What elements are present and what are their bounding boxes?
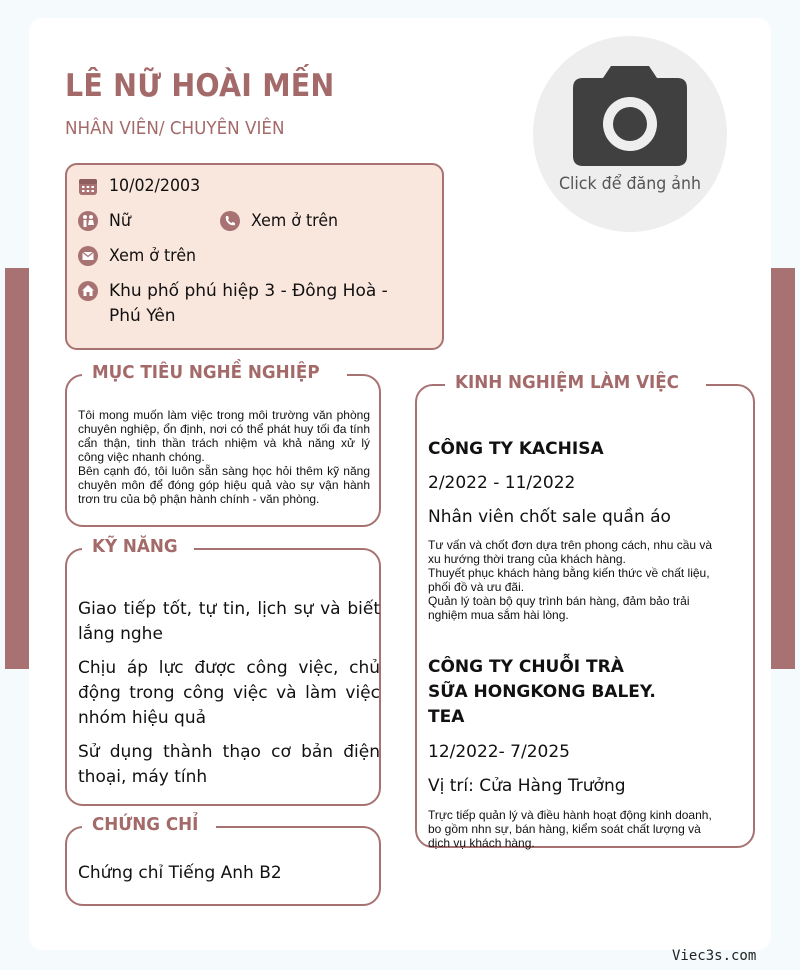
job-entry: [428, 437, 728, 622]
candidate-title: NHÂN VIÊN/ CHUYÊN VIÊN: [65, 118, 285, 139]
job-position: Nhân viên chốt sale quần áo: [428, 507, 671, 527]
objective-body: [78, 408, 370, 506]
photo-upload[interactable]: [533, 36, 727, 232]
candidate-name: LÊ NỮ HOÀI MẾN: [65, 68, 335, 104]
camera-icon: [571, 64, 689, 168]
photo-caption: Click để đăng ảnh: [558, 174, 702, 194]
objective-section: [65, 362, 381, 527]
address-row: [78, 279, 418, 329]
job-period: 2/2022 - 11/2022: [428, 473, 576, 493]
calendar-icon: [78, 176, 98, 196]
job-period: 12/2022- 7/2025: [428, 742, 570, 762]
home-icon: [78, 281, 98, 301]
gender-text: Nữ: [109, 211, 131, 231]
watermark: Viec3s.com: [672, 948, 757, 964]
job-description: [428, 808, 718, 850]
certificates-section: [65, 814, 381, 906]
job-position: Vị trí: Cửa Hàng Trưởng: [428, 776, 626, 796]
job-company: CÔNG TY CHUỖI TRÀ SỮA HONGKONG BALEY. TEA: [428, 657, 656, 727]
skills-section: [65, 536, 381, 806]
job-description-line: Quản lý toàn bộ quy trình bán hàng, đảm bảo trải nghiệm mua sắm hài lòng.: [428, 594, 690, 622]
phone-icon: [220, 211, 240, 231]
job-description: [428, 538, 718, 622]
objective-paragraph: Tôi mong muốn làm việc trong môi trường văn phòng chuyên nghiệp, ổn định, nơi có thể phát huy tối đa tính cẩn thận, tinh thần trách nhiệm và khả năng xử lý công việc nhanh chóng.: [78, 408, 370, 464]
contact-info-card: [65, 163, 444, 350]
certificate-item: Chứng chỉ Tiếng Anh B2: [78, 863, 282, 883]
objective-heading: MỤC TIÊU NGHỀ NGHIỆP: [82, 362, 347, 383]
job-description-line: Thuyết phục khách hàng bằng kiến thức về chất liệu, phối đồ và ưu đãi.: [428, 566, 710, 594]
birthday-text: 10/02/2003: [109, 176, 201, 196]
job-description-line: Tư vấn và chốt đơn dựa trên phong cách, nhu cầu và xu hướng thời trang của khách hàng.: [428, 538, 713, 566]
objective-paragraph: Bên cạnh đó, tôi luôn sẵn sàng học hỏi thêm kỹ năng chuyên môn để đóng góp hiệu quả vào sự vận hành trơn tru của bộ phận hành chính - văn phòng.: [78, 464, 370, 506]
email-row: [78, 244, 203, 269]
gender-row: [78, 209, 133, 234]
skill-item: Sử dụng thành thạo cơ bản điện thoại, máy tính: [78, 742, 380, 787]
email-text: Xem ở trên: [109, 246, 197, 266]
experience-section: [415, 372, 755, 850]
skills-heading: KỸ NĂNG: [82, 536, 194, 557]
gender-icon: [78, 211, 98, 231]
skill-item: Giao tiếp tốt, tự tin, lịch sự và biết lắng nghe: [78, 599, 380, 644]
job-description-line: Trực tiếp quản lý và điều hành hoạt động kinh doanh, bo gồm nhn sự, bán hàng, kiểm soát chất lượng và dịch vụ khách hàng.: [428, 808, 712, 850]
skill-item: Chịu áp lực được công việc, chủ động trong công việc và làm việc nhóm hiệu quả: [78, 658, 380, 728]
email-icon: [78, 246, 98, 266]
side-band-right: [771, 268, 795, 669]
birthday-row: [78, 174, 207, 199]
phone-row: [220, 209, 345, 234]
side-band-left: [5, 268, 29, 669]
certificates-heading: CHỨNG CHỈ: [82, 814, 216, 835]
job-entry: [428, 655, 728, 850]
job-company: CÔNG TY KACHISA: [428, 439, 604, 459]
address-text: Khu phố phú hiệp 3 - Đông Hoà - Phú Yên: [109, 281, 388, 326]
experience-heading: KINH NGHIỆM LÀM VIỆC: [445, 372, 706, 393]
skills-list: [78, 597, 380, 799]
phone-text: Xem ở trên: [251, 211, 339, 231]
